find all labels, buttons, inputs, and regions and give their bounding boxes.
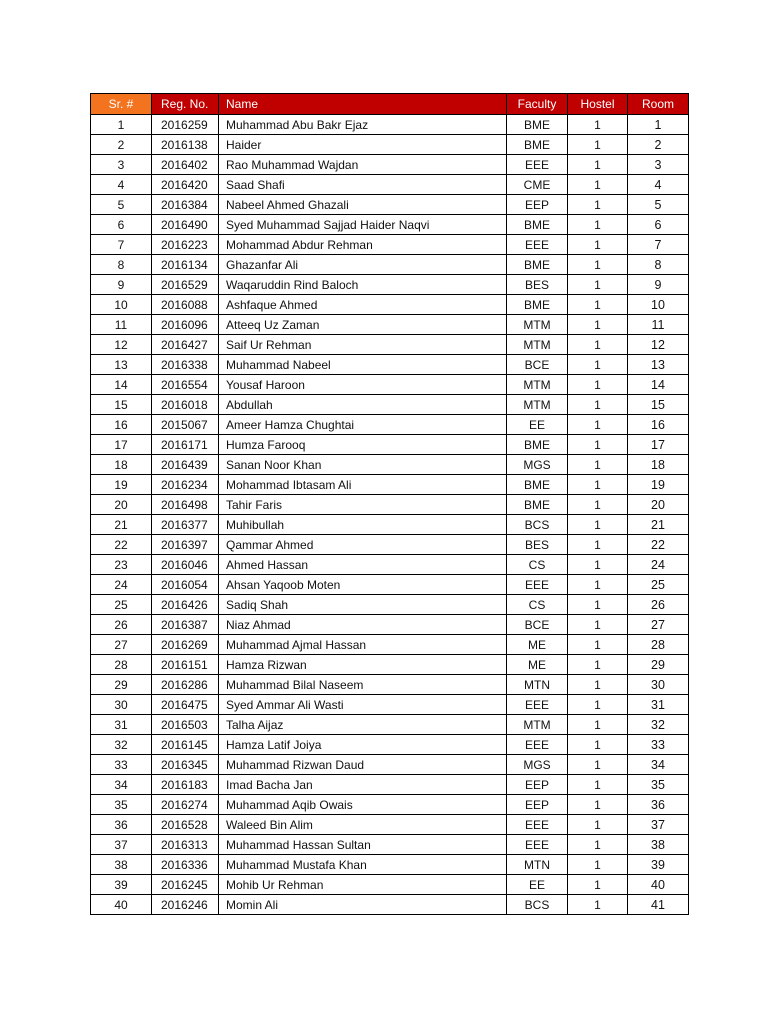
cell-room: 36 — [628, 795, 689, 815]
cell-reg-no: 2016377 — [152, 515, 219, 535]
cell-reg-no: 2016402 — [152, 155, 219, 175]
cell-name: Qammar Ahmed — [219, 535, 507, 555]
cell-reg-no: 2016245 — [152, 875, 219, 895]
cell-sr: 5 — [91, 195, 152, 215]
cell-name: Humza Farooq — [219, 435, 507, 455]
cell-name: Muhammad Hassan Sultan — [219, 835, 507, 855]
cell-room: 37 — [628, 815, 689, 835]
cell-hostel: 1 — [568, 515, 628, 535]
cell-faculty: MTN — [507, 675, 568, 695]
cell-sr: 3 — [91, 155, 152, 175]
cell-reg-no: 2016426 — [152, 595, 219, 615]
cell-hostel: 1 — [568, 895, 628, 915]
cell-reg-no: 2016234 — [152, 475, 219, 495]
cell-room: 35 — [628, 775, 689, 795]
cell-faculty: MTM — [507, 715, 568, 735]
table-row — [91, 835, 689, 855]
cell-name: Niaz Ahmad — [219, 615, 507, 635]
cell-reg-no: 2016138 — [152, 135, 219, 155]
cell-name: Syed Ammar Ali Wasti — [219, 695, 507, 715]
cell-sr: 27 — [91, 635, 152, 655]
cell-room: 8 — [628, 255, 689, 275]
cell-sr: 38 — [91, 855, 152, 875]
table-row — [91, 375, 689, 395]
cell-name: Muhammad Bilal Naseem — [219, 675, 507, 695]
cell-reg-no: 2016269 — [152, 635, 219, 655]
cell-reg-no: 2016151 — [152, 655, 219, 675]
cell-reg-no: 2016345 — [152, 755, 219, 775]
cell-reg-no: 2016554 — [152, 375, 219, 395]
table-row — [91, 895, 689, 915]
cell-reg-no: 2016528 — [152, 815, 219, 835]
cell-room: 11 — [628, 315, 689, 335]
cell-faculty: MTM — [507, 395, 568, 415]
table-row — [91, 455, 689, 475]
cell-name: Muhammad Ajmal Hassan — [219, 635, 507, 655]
cell-hostel: 1 — [568, 435, 628, 455]
cell-hostel: 1 — [568, 235, 628, 255]
cell-name: Ghazanfar Ali — [219, 255, 507, 275]
cell-name: Muhammad Aqib Owais — [219, 795, 507, 815]
cell-reg-no: 2016145 — [152, 735, 219, 755]
cell-faculty: EEE — [507, 235, 568, 255]
cell-reg-no: 2016223 — [152, 235, 219, 255]
cell-sr: 23 — [91, 555, 152, 575]
cell-sr: 19 — [91, 475, 152, 495]
cell-reg-no: 2016183 — [152, 775, 219, 795]
table-row — [91, 815, 689, 835]
cell-sr: 9 — [91, 275, 152, 295]
cell-hostel: 1 — [568, 375, 628, 395]
cell-reg-no: 2016503 — [152, 715, 219, 735]
cell-name: Saif Ur Rehman — [219, 335, 507, 355]
table-row — [91, 275, 689, 295]
cell-reg-no: 2016387 — [152, 615, 219, 635]
cell-room: 12 — [628, 335, 689, 355]
table-row — [91, 215, 689, 235]
table-row — [91, 175, 689, 195]
cell-hostel: 1 — [568, 535, 628, 555]
table-row — [91, 335, 689, 355]
cell-sr: 1 — [91, 115, 152, 135]
cell-hostel: 1 — [568, 275, 628, 295]
cell-sr: 33 — [91, 755, 152, 775]
cell-reg-no: 2016054 — [152, 575, 219, 595]
cell-sr: 35 — [91, 795, 152, 815]
cell-sr: 40 — [91, 895, 152, 915]
cell-hostel: 1 — [568, 555, 628, 575]
cell-faculty: BES — [507, 535, 568, 555]
cell-name: Mohib Ur Rehman — [219, 875, 507, 895]
cell-faculty: MGS — [507, 755, 568, 775]
cell-faculty: BME — [507, 495, 568, 515]
cell-room: 31 — [628, 695, 689, 715]
table-body — [91, 115, 689, 915]
cell-sr: 32 — [91, 735, 152, 755]
cell-name: Waleed Bin Alim — [219, 815, 507, 835]
cell-faculty: MTN — [507, 855, 568, 875]
cell-sr: 37 — [91, 835, 152, 855]
cell-room: 34 — [628, 755, 689, 775]
cell-sr: 30 — [91, 695, 152, 715]
cell-faculty: BCS — [507, 515, 568, 535]
cell-name: Mohammad Ibtasam Ali — [219, 475, 507, 495]
cell-reg-no: 2016246 — [152, 895, 219, 915]
table-row — [91, 775, 689, 795]
cell-room: 14 — [628, 375, 689, 395]
cell-faculty: BME — [507, 115, 568, 135]
cell-sr: 36 — [91, 815, 152, 835]
table-header-row — [91, 94, 689, 115]
cell-name: Rao Muhammad Wajdan — [219, 155, 507, 175]
cell-hostel: 1 — [568, 795, 628, 815]
cell-hostel: 1 — [568, 495, 628, 515]
cell-room: 24 — [628, 555, 689, 575]
cell-hostel: 1 — [568, 295, 628, 315]
cell-sr: 26 — [91, 615, 152, 635]
cell-name: Muhibullah — [219, 515, 507, 535]
cell-name: Tahir Faris — [219, 495, 507, 515]
cell-hostel: 1 — [568, 335, 628, 355]
cell-name: Saad Shafi — [219, 175, 507, 195]
cell-name: Imad Bacha Jan — [219, 775, 507, 795]
cell-room: 26 — [628, 595, 689, 615]
table-row — [91, 475, 689, 495]
hostel-allotment-table — [90, 93, 689, 915]
cell-hostel: 1 — [568, 475, 628, 495]
table-row — [91, 435, 689, 455]
cell-room: 27 — [628, 615, 689, 635]
cell-hostel: 1 — [568, 155, 628, 175]
cell-reg-no: 2016498 — [152, 495, 219, 515]
cell-hostel: 1 — [568, 875, 628, 895]
cell-room: 32 — [628, 715, 689, 735]
cell-faculty: BCE — [507, 615, 568, 635]
cell-sr: 16 — [91, 415, 152, 435]
cell-sr: 24 — [91, 575, 152, 595]
cell-faculty: BCS — [507, 895, 568, 915]
cell-faculty: EEE — [507, 695, 568, 715]
header-reg-no: Reg. No. — [152, 94, 219, 115]
cell-room: 1 — [628, 115, 689, 135]
cell-hostel: 1 — [568, 215, 628, 235]
cell-name: Hamza Rizwan — [219, 655, 507, 675]
cell-faculty: BME — [507, 135, 568, 155]
header-hostel: Hostel — [568, 94, 628, 115]
cell-hostel: 1 — [568, 255, 628, 275]
cell-faculty: BME — [507, 255, 568, 275]
cell-sr: 13 — [91, 355, 152, 375]
cell-name: Muhammad Rizwan Daud — [219, 755, 507, 775]
cell-sr: 7 — [91, 235, 152, 255]
cell-name: Syed Muhammad Sajjad Haider Naqvi — [219, 215, 507, 235]
cell-reg-no: 2016338 — [152, 355, 219, 375]
cell-reg-no: 2016439 — [152, 455, 219, 475]
cell-room: 7 — [628, 235, 689, 255]
cell-room: 19 — [628, 475, 689, 495]
cell-faculty: CS — [507, 595, 568, 615]
table-row — [91, 675, 689, 695]
table-row — [91, 695, 689, 715]
table-row — [91, 495, 689, 515]
cell-name: Haider — [219, 135, 507, 155]
cell-sr: 31 — [91, 715, 152, 735]
cell-room: 33 — [628, 735, 689, 755]
table-row — [91, 595, 689, 615]
cell-reg-no: 2016420 — [152, 175, 219, 195]
cell-sr: 34 — [91, 775, 152, 795]
cell-hostel: 1 — [568, 635, 628, 655]
cell-faculty: BME — [507, 435, 568, 455]
cell-hostel: 1 — [568, 595, 628, 615]
cell-room: 9 — [628, 275, 689, 295]
cell-room: 13 — [628, 355, 689, 375]
cell-faculty: EEE — [507, 155, 568, 175]
cell-room: 30 — [628, 675, 689, 695]
cell-room: 3 — [628, 155, 689, 175]
cell-hostel: 1 — [568, 775, 628, 795]
cell-hostel: 1 — [568, 675, 628, 695]
cell-room: 6 — [628, 215, 689, 235]
cell-name: Nabeel Ahmed Ghazali — [219, 195, 507, 215]
cell-name: Muhammad Abu Bakr Ejaz — [219, 115, 507, 135]
cell-hostel: 1 — [568, 455, 628, 475]
cell-name: Talha Aijaz — [219, 715, 507, 735]
table-row — [91, 555, 689, 575]
cell-name: Ameer Hamza Chughtai — [219, 415, 507, 435]
cell-name: Momin Ali — [219, 895, 507, 915]
cell-room: 38 — [628, 835, 689, 855]
cell-faculty: EE — [507, 415, 568, 435]
cell-faculty: BME — [507, 295, 568, 315]
table-row — [91, 315, 689, 335]
cell-hostel: 1 — [568, 615, 628, 635]
cell-hostel: 1 — [568, 695, 628, 715]
cell-name: Ahmed Hassan — [219, 555, 507, 575]
table-row — [91, 395, 689, 415]
cell-reg-no: 2016384 — [152, 195, 219, 215]
table-row — [91, 635, 689, 655]
cell-faculty: BES — [507, 275, 568, 295]
cell-reg-no: 2016134 — [152, 255, 219, 275]
cell-reg-no: 2016171 — [152, 435, 219, 455]
table-row — [91, 655, 689, 675]
cell-room: 2 — [628, 135, 689, 155]
cell-room: 10 — [628, 295, 689, 315]
cell-room: 25 — [628, 575, 689, 595]
cell-reg-no: 2016529 — [152, 275, 219, 295]
cell-hostel: 1 — [568, 575, 628, 595]
cell-room: 21 — [628, 515, 689, 535]
cell-faculty: ME — [507, 655, 568, 675]
cell-sr: 10 — [91, 295, 152, 315]
cell-room: 40 — [628, 875, 689, 895]
cell-sr: 28 — [91, 655, 152, 675]
cell-name: Muhammad Mustafa Khan — [219, 855, 507, 875]
table-row — [91, 355, 689, 375]
table-row — [91, 415, 689, 435]
cell-sr: 4 — [91, 175, 152, 195]
cell-hostel: 1 — [568, 395, 628, 415]
cell-reg-no: 2016088 — [152, 295, 219, 315]
cell-sr: 15 — [91, 395, 152, 415]
cell-reg-no: 2016096 — [152, 315, 219, 335]
cell-faculty: CME — [507, 175, 568, 195]
cell-hostel: 1 — [568, 735, 628, 755]
cell-room: 4 — [628, 175, 689, 195]
cell-reg-no: 2016475 — [152, 695, 219, 715]
cell-name: Abdullah — [219, 395, 507, 415]
cell-name: Ashfaque Ahmed — [219, 295, 507, 315]
cell-room: 41 — [628, 895, 689, 915]
header-room: Room — [628, 94, 689, 115]
cell-faculty: EEP — [507, 195, 568, 215]
cell-reg-no: 2015067 — [152, 415, 219, 435]
cell-hostel: 1 — [568, 355, 628, 375]
cell-room: 29 — [628, 655, 689, 675]
cell-hostel: 1 — [568, 835, 628, 855]
cell-room: 17 — [628, 435, 689, 455]
cell-reg-no: 2016397 — [152, 535, 219, 555]
cell-reg-no: 2016046 — [152, 555, 219, 575]
cell-name: Muhammad Nabeel — [219, 355, 507, 375]
cell-room: 16 — [628, 415, 689, 435]
cell-reg-no: 2016427 — [152, 335, 219, 355]
table-row — [91, 115, 689, 135]
header-name: Name — [219, 94, 507, 115]
table-row — [91, 235, 689, 255]
cell-room: 5 — [628, 195, 689, 215]
cell-name: Sanan Noor Khan — [219, 455, 507, 475]
cell-sr: 22 — [91, 535, 152, 555]
cell-sr: 17 — [91, 435, 152, 455]
cell-hostel: 1 — [568, 115, 628, 135]
cell-sr: 11 — [91, 315, 152, 335]
cell-room: 15 — [628, 395, 689, 415]
cell-faculty: EEP — [507, 795, 568, 815]
cell-faculty: CS — [507, 555, 568, 575]
cell-hostel: 1 — [568, 415, 628, 435]
cell-reg-no: 2016336 — [152, 855, 219, 875]
cell-faculty: MGS — [507, 455, 568, 475]
cell-hostel: 1 — [568, 195, 628, 215]
table-row — [91, 195, 689, 215]
cell-sr: 8 — [91, 255, 152, 275]
cell-sr: 14 — [91, 375, 152, 395]
header-faculty: Faculty — [507, 94, 568, 115]
header-sr: Sr. # — [91, 94, 152, 115]
table-row — [91, 295, 689, 315]
cell-name: Yousaf Haroon — [219, 375, 507, 395]
cell-sr: 39 — [91, 875, 152, 895]
cell-faculty: EEP — [507, 775, 568, 795]
cell-room: 18 — [628, 455, 689, 475]
cell-sr: 2 — [91, 135, 152, 155]
cell-sr: 20 — [91, 495, 152, 515]
cell-name: Mohammad Abdur Rehman — [219, 235, 507, 255]
cell-hostel: 1 — [568, 715, 628, 735]
cell-room: 20 — [628, 495, 689, 515]
table-row — [91, 615, 689, 635]
cell-faculty: BME — [507, 475, 568, 495]
cell-room: 28 — [628, 635, 689, 655]
table-row — [91, 715, 689, 735]
cell-faculty: BCE — [507, 355, 568, 375]
cell-hostel: 1 — [568, 855, 628, 875]
cell-hostel: 1 — [568, 315, 628, 335]
cell-name: Waqaruddin Rind Baloch — [219, 275, 507, 295]
table-row — [91, 875, 689, 895]
cell-sr: 29 — [91, 675, 152, 695]
cell-faculty: MTM — [507, 375, 568, 395]
cell-faculty: BME — [507, 215, 568, 235]
cell-faculty: EEE — [507, 735, 568, 755]
cell-sr: 18 — [91, 455, 152, 475]
table-row — [91, 735, 689, 755]
cell-reg-no: 2016313 — [152, 835, 219, 855]
cell-sr: 6 — [91, 215, 152, 235]
cell-sr: 25 — [91, 595, 152, 615]
cell-reg-no: 2016286 — [152, 675, 219, 695]
cell-hostel: 1 — [568, 175, 628, 195]
cell-faculty: EEE — [507, 835, 568, 855]
table-row — [91, 855, 689, 875]
cell-name: Hamza Latif Joiya — [219, 735, 507, 755]
cell-reg-no: 2016490 — [152, 215, 219, 235]
table-row — [91, 135, 689, 155]
cell-sr: 12 — [91, 335, 152, 355]
cell-name: Sadiq Shah — [219, 595, 507, 615]
cell-faculty: EEE — [507, 575, 568, 595]
cell-hostel: 1 — [568, 655, 628, 675]
cell-faculty: ME — [507, 635, 568, 655]
cell-name: Atteeq Uz Zaman — [219, 315, 507, 335]
cell-reg-no: 2016018 — [152, 395, 219, 415]
cell-faculty: EE — [507, 875, 568, 895]
cell-room: 22 — [628, 535, 689, 555]
table-row — [91, 255, 689, 275]
cell-hostel: 1 — [568, 815, 628, 835]
cell-reg-no: 2016259 — [152, 115, 219, 135]
cell-faculty: MTM — [507, 315, 568, 335]
table-row — [91, 155, 689, 175]
cell-sr: 21 — [91, 515, 152, 535]
table-row — [91, 755, 689, 775]
cell-room: 39 — [628, 855, 689, 875]
table-row — [91, 575, 689, 595]
table-row — [91, 535, 689, 555]
table-row — [91, 795, 689, 815]
cell-hostel: 1 — [568, 755, 628, 775]
table-row — [91, 515, 689, 535]
cell-faculty: EEE — [507, 815, 568, 835]
cell-hostel: 1 — [568, 135, 628, 155]
cell-name: Ahsan Yaqoob Moten — [219, 575, 507, 595]
cell-reg-no: 2016274 — [152, 795, 219, 815]
cell-faculty: MTM — [507, 335, 568, 355]
